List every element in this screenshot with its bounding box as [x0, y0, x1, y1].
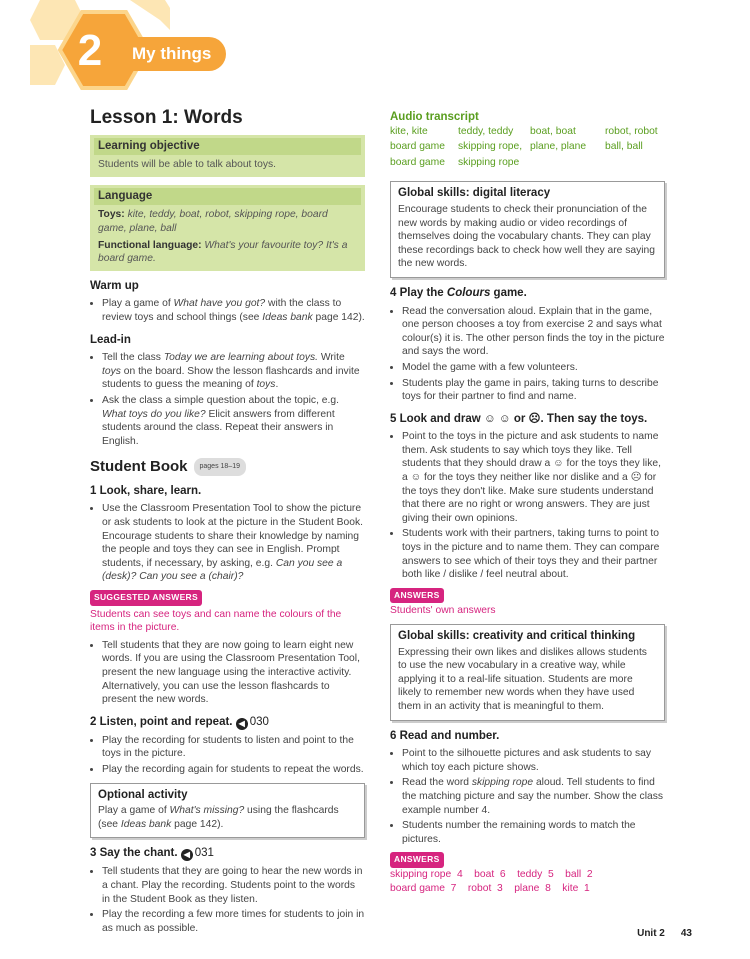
- gs-creative-title: Global skills: creativity and critical thinking: [398, 630, 636, 642]
- list-item: • Ask the class a simple question about the topic, e.g. What toys do you like? Elicit answers from different students around the class. Repeat their answers in English.: [102, 394, 365, 448]
- language-box: [90, 185, 365, 271]
- list-item: • Play the recording again for students to repeat the words.: [102, 763, 365, 777]
- list-item: • Read the word skipping rope aloud. Tell students to find the matching picture and say the number. Show the class example number 4.: [402, 776, 665, 817]
- global-skills-creativity-box: [390, 624, 665, 721]
- smiley-icon: ☺: [483, 412, 496, 425]
- right-column: [390, 108, 665, 895]
- answers-tag: ANSWERS: [390, 588, 444, 604]
- list-item: • Play the recording for students to listen and point to the toys in the picture.: [102, 734, 365, 761]
- audio-transcript-heading: Audio transcript: [390, 111, 479, 123]
- toys-label: Toys:: [98, 209, 125, 221]
- ex6-list: [390, 747, 665, 846]
- list-item: • Tell students that they are now going to learn eight new words. If you are using the Classroom Presentation Tool, present the new language using the interactive activity. Alternatively, you can use the lesson flashcards to present the new words.: [102, 639, 365, 707]
- transcript-cell: plane, plane: [530, 141, 587, 153]
- list-item: • Students play the game in pairs, taking turns to describe toys for their partner to find and name.: [402, 377, 665, 404]
- page-footer: [621, 928, 692, 939]
- functional-label: Functional language:: [98, 239, 202, 251]
- list-item: • Students work with their partners, taking turns to point to toys in the picture and to name them. They can compare answers to see which of their toys they and their partner both like / dislike / feel neutral about.: [402, 527, 665, 581]
- track-number: 030: [249, 715, 269, 728]
- list-item: • Read the conversation aloud. Explain that in the game, one person chooses a toy from exercise 2 and says what colour(s) it is. The other person finds the toy in the picture and says the word.: [402, 305, 665, 359]
- list-item: • Point to the toys in the picture and ask students to name them. Ask students to say which toys they like. Tell students that they should draw a ☺ for the toys they like, a ☺ for the toys they neither like nor dislike and a ☹ for the toys they don't like. Make sure students understand that there are no right or wrong answers. They are just giving their own opinions.: [402, 430, 665, 525]
- list-item: • Use the Classroom Presentation Tool to show the picture or ask students to look at the picture in the Student Book. Encourage students to share their knowledge by naming the people and toys they can see in English. Prompt students, if necessary, by asking, e.g. Can you see a (desk)? Can you see a (chair)?: [102, 502, 365, 584]
- warmup-list: [90, 297, 365, 324]
- functional-text: What's your favourite toy? It's a board game.: [98, 239, 348, 265]
- smiley-icon: ☺: [553, 458, 564, 470]
- page-number: 43: [680, 928, 692, 939]
- transcript-cell: boat, boat: [530, 125, 576, 137]
- list-item: • Tell students that they are going to hear the new words in a chant. Play the recording. Students point to the words in the Student Book as they listen.: [102, 865, 365, 906]
- ex1-heading: 1 Look, share, learn.: [90, 484, 202, 497]
- student-book-title: Student Book: [90, 458, 188, 476]
- transcript-cell: skipping rope: [458, 156, 520, 168]
- neutral-icon: ☺: [498, 412, 511, 425]
- ex1-answer: Students can see toys and can name the colours of the items in the picture.: [90, 608, 342, 634]
- audio-transcript-grid: [390, 125, 665, 170]
- unit-title: My things: [132, 44, 212, 63]
- ex4-list: [390, 305, 665, 404]
- neutral-icon: ☺: [410, 472, 422, 484]
- list-item: • Model the game with a few volunteers.: [402, 361, 665, 375]
- transcript-cell: robot, robot: [605, 125, 658, 137]
- suggested-answers-tag: SUGGESTED ANSWERS: [90, 590, 202, 606]
- left-column: [90, 108, 365, 937]
- list-item: • Play a game of What have you got? with the class to review toys and school things (see Ideas bank page 142).: [102, 297, 365, 324]
- list-item: • Play the recording a few more times for students to join in as much as possible.: [102, 908, 365, 935]
- ex6-answer-line-2: board game 7 robot 3 plane 8 kite 1: [390, 882, 590, 894]
- objective-text: Students will be able to talk about toys.: [98, 159, 277, 171]
- unit-number: 2: [77, 26, 103, 75]
- ex3-heading: 3 Say the chant. ◀ 031: [90, 847, 214, 860]
- lesson-title: Lesson 1: Words: [90, 107, 243, 128]
- list-item: • Students number the remaining words to match the pictures.: [402, 819, 665, 846]
- ex4-heading: 4 Play the Colours game.: [390, 286, 527, 299]
- ex6-answer-line-1: skipping rope 4 boat 6 teddy 5 ball 2: [390, 868, 593, 880]
- gs-digital-text: Encourage students to check their pronunciation of the new words by making audio or video recordings of themselves doing the vocabulary chants. They can play these recordings back to check how well they are saying the new words.: [398, 203, 655, 270]
- leadin-list: [90, 351, 365, 448]
- ex2-heading: 2 Listen, point and repeat. ◀ 030: [90, 715, 269, 728]
- transcript-cell: board game: [390, 141, 445, 153]
- optional-title: Optional activity: [98, 788, 188, 801]
- ex5-list: [390, 430, 665, 582]
- ex1-list-2: [90, 639, 365, 707]
- audio-icon: ◀: [236, 718, 248, 730]
- leadin-heading: Lead-in: [90, 333, 131, 346]
- learning-objective-box: [90, 135, 365, 177]
- ex5-answer: Students' own answers: [390, 605, 496, 617]
- sad-icon: ☹: [630, 472, 642, 484]
- footer-unit: Unit 2: [637, 928, 665, 939]
- list-item: • Point to the silhouette pictures and ask students to say which toy each picture shows.: [402, 747, 665, 774]
- warmup-heading: Warm up: [90, 279, 139, 292]
- language-functional: [90, 236, 365, 266]
- objective-heading: Learning objective: [94, 138, 361, 156]
- transcript-cell: board game: [390, 156, 445, 168]
- optional-text: Play a game of What's missing? using the flashcards (see Ideas bank page 142).: [98, 805, 339, 830]
- ex6-heading: 6 Read and number.: [390, 729, 500, 742]
- language-toys: [90, 205, 365, 235]
- transcript-cell: ball, ball: [605, 141, 643, 153]
- unit-title-pill: [108, 37, 226, 71]
- transcript-cell: skipping rope,: [458, 141, 523, 153]
- ex3-list: [90, 865, 365, 935]
- transcript-cell: kite, kite: [390, 125, 428, 137]
- transcript-cell: teddy, teddy: [458, 125, 514, 137]
- optional-activity-box: [90, 783, 365, 839]
- ex5-heading: 5 Look and draw ☺ ☺ or ☹. Then say the toys.: [390, 412, 648, 425]
- pages-badge: pages 18–19: [194, 458, 246, 476]
- toys-text: kite, teddy, boat, robot, skipping rope, board game, plane, ball: [98, 209, 328, 234]
- ex2-list: [90, 734, 365, 777]
- ex1-list: [90, 502, 365, 584]
- student-book-heading: [90, 458, 365, 476]
- global-skills-digital-box: [390, 181, 665, 278]
- gs-digital-title: Global skills: digital literacy: [398, 187, 551, 200]
- audio-icon: ◀: [181, 849, 193, 861]
- sad-icon: ☹: [528, 412, 541, 425]
- language-heading: Language: [94, 188, 361, 206]
- track-number: 031: [194, 847, 214, 860]
- answers-tag: ANSWERS: [390, 852, 444, 868]
- list-item: • Tell the class Today we are learning about toys. Write toys on the board. Show the lesson flashcards and invite students to guess the meaning of toys.: [102, 351, 365, 392]
- gs-creative-text: Expressing their own likes and dislikes allows students to use the new vocabulary in a creative way, while applying it to a real-life situation. Students are more likely to remember new words when they have used them in an activity that is meaningful to them.: [398, 646, 647, 712]
